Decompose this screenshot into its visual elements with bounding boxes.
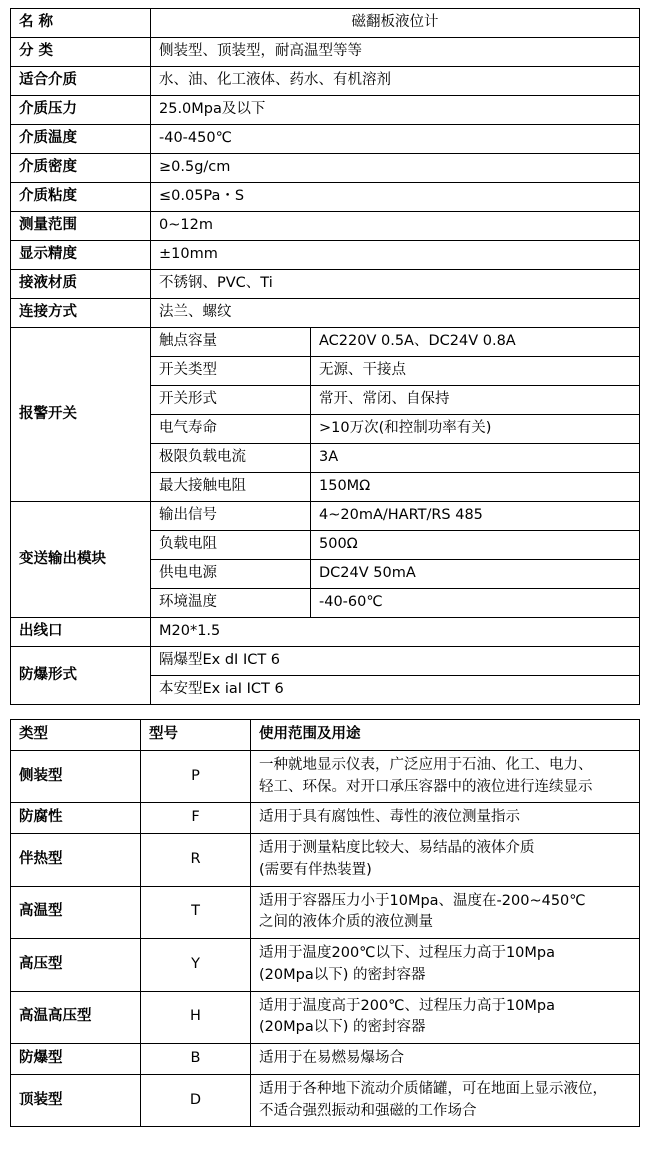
sub-value: AC220V 0.5A、DC24V 0.8A: [311, 328, 640, 357]
table-row: [11, 125, 640, 154]
row-label-explosion-proof: 防爆形式: [11, 647, 151, 705]
description-line: 轻工、环保。对开口承压容器中的液位进行连续显示: [259, 778, 593, 795]
sub-label: 触点容量: [151, 328, 311, 357]
type-model: F: [141, 803, 251, 834]
description-line: (20Mpa以下) 的密封容器: [259, 1019, 426, 1036]
description-line: (20Mpa以下) 的密封容器: [259, 966, 426, 983]
type-description: [251, 886, 640, 939]
type-description: [251, 834, 640, 887]
description-line: 适用于具有腐蚀性、毒性的液位测量指示: [259, 809, 520, 826]
table-row: [11, 750, 640, 803]
description-line: 适用于温度200℃以下、过程压力高于10Mpa: [259, 945, 556, 961]
specification-table: [10, 8, 640, 705]
row-label: 连接方式: [11, 299, 151, 328]
type-model: P: [141, 750, 251, 803]
row-label: 介质温度: [11, 125, 151, 154]
row-value: 不锈钢、PVC、Ti: [151, 270, 640, 299]
types-header-row: [11, 720, 640, 751]
row-label-alarm-switch: 报警开关: [11, 328, 151, 502]
type-description: [251, 991, 640, 1044]
row-value: -40-450℃: [151, 125, 640, 154]
table-row: [11, 183, 640, 212]
type-model: B: [141, 1044, 251, 1075]
row-label: 显示精度: [11, 241, 151, 270]
type-model: Y: [141, 939, 251, 992]
type-description: [251, 1044, 640, 1075]
row-label: 介质压力: [11, 96, 151, 125]
type-description: [251, 750, 640, 803]
column-header-model: 型号: [141, 720, 251, 751]
row-label: 名 称: [11, 9, 151, 38]
type-model: H: [141, 991, 251, 1044]
type-description: [251, 803, 640, 834]
row-label-transmitter-module: 变送输出模块: [11, 502, 151, 618]
table-row: [11, 803, 640, 834]
sub-label: 供电电源: [151, 560, 311, 589]
type-name: 防腐性: [11, 803, 141, 834]
type-model: D: [141, 1074, 251, 1127]
table-row: [11, 67, 640, 96]
row-value: ≤0.05Pa・S: [151, 183, 640, 212]
table-row-explosion-proof: [11, 647, 640, 676]
sub-value: 500Ω: [311, 531, 640, 560]
table-row: [11, 9, 640, 38]
type-name: 防爆型: [11, 1044, 141, 1075]
sub-label: 极限负载电流: [151, 444, 311, 473]
sub-label: 开关类型: [151, 357, 311, 386]
sub-value: >10万次(和控制功率有关): [311, 415, 640, 444]
row-value: 0~12m: [151, 212, 640, 241]
sub-value: 3A: [311, 444, 640, 473]
row-value: 磁翻板液位计: [151, 9, 640, 38]
row-value: 法兰、螺纹: [151, 299, 640, 328]
table-row: [11, 886, 640, 939]
description-line: (需要有伴热装置): [259, 861, 372, 878]
row-label-outlet: 出线口: [11, 618, 151, 647]
type-model: T: [141, 886, 251, 939]
description-line: 适用于容器压力小于10Mpa、温度在-200~450℃: [259, 892, 586, 909]
type-name: 伴热型: [11, 834, 141, 887]
type-name: 高温型: [11, 886, 141, 939]
row-value-outlet: M20*1.5: [151, 618, 640, 647]
row-value-explosion-proof-2: 本安型Ex iaI ICT 6: [151, 676, 640, 705]
sub-value: DC24V 50mA: [311, 560, 640, 589]
table-row: [11, 299, 640, 328]
row-value: 侧装型、顶装型，耐高温型等等: [151, 38, 640, 67]
row-value: 水、油、化工液体、药水、有机溶剂: [151, 67, 640, 96]
table-row: [11, 212, 640, 241]
row-value-explosion-proof-1: 隔爆型Ex dI ICT 6: [151, 647, 640, 676]
row-label: 接液材质: [11, 270, 151, 299]
type-description: [251, 939, 640, 992]
table-row: [11, 154, 640, 183]
type-name: 高温高压型: [11, 991, 141, 1044]
table-row: [11, 96, 640, 125]
description-line: 适用于测量粘度比较大、易结晶的液体介质: [259, 840, 535, 856]
row-label: 分 类: [11, 38, 151, 67]
sub-label: 最大接触电阻: [151, 473, 311, 502]
row-value: ≥0.5g/cm: [151, 154, 640, 183]
type-name: 侧装型: [11, 750, 141, 803]
row-label: 介质密度: [11, 154, 151, 183]
table-row: [11, 939, 640, 992]
row-value: ±10mm: [151, 241, 640, 270]
sub-label: 输出信号: [151, 502, 311, 531]
sub-label: 负载电阻: [151, 531, 311, 560]
description-line: 一种就地显示仪表，广泛应用于石油、化工、电力、: [259, 756, 593, 773]
sub-value: 4~20mA/HART/RS 485: [311, 502, 640, 531]
description-line: 适用于各种地下流动介质储罐，可在地面上显示液位，: [259, 1080, 607, 1097]
sub-value: 无源、干接点: [311, 357, 640, 386]
types-table: [10, 719, 640, 1127]
sub-label: 环境温度: [151, 589, 311, 618]
table-row: [11, 270, 640, 299]
type-name: 顶装型: [11, 1074, 141, 1127]
description-line: 之间的液体介质的液位测量: [259, 914, 433, 931]
sub-value: -40-60℃: [311, 589, 640, 618]
table-row: [11, 1044, 640, 1075]
table-row-alarm-switch: [11, 328, 640, 357]
row-label: 介质粘度: [11, 183, 151, 212]
description-line: 不适合强烈振动和强磁的工作场合: [259, 1102, 477, 1119]
sub-value: 常开、常闭、自保持: [311, 386, 640, 415]
column-header-type: 类型: [11, 720, 141, 751]
table-row-transmitter-module: [11, 502, 640, 531]
row-label: 适合介质: [11, 67, 151, 96]
table-row: [11, 241, 640, 270]
row-value: 25.0Mpa及以下: [151, 96, 640, 125]
table-row-outlet: [11, 618, 640, 647]
sub-value: 150MΩ: [311, 473, 640, 502]
table-row: [11, 1074, 640, 1127]
description-line: 适用于在易燃易爆场合: [259, 1050, 404, 1066]
type-model: R: [141, 834, 251, 887]
sub-label: 开关形式: [151, 386, 311, 415]
row-label: 测量范围: [11, 212, 151, 241]
column-header-usage: 使用范围及用途: [251, 720, 640, 751]
table-row: [11, 991, 640, 1044]
sub-label: 电气寿命: [151, 415, 311, 444]
table-row: [11, 38, 640, 67]
description-line: 适用于温度高于200℃、过程压力高于10Mpa: [259, 997, 556, 1014]
type-name: 高压型: [11, 939, 141, 992]
table-row: [11, 834, 640, 887]
type-description: [251, 1074, 640, 1127]
